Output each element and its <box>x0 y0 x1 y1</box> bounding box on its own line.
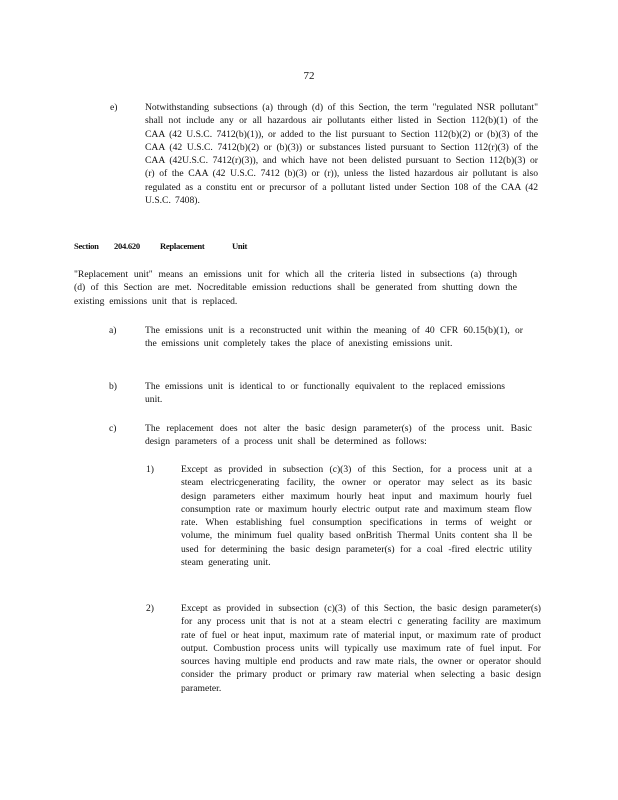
item-e-label: e) <box>110 102 118 113</box>
page-number: 72 <box>303 70 315 82</box>
section-title-word1: Replacement <box>160 241 205 251</box>
section-number: 204.620 <box>114 241 140 251</box>
section-label: Section <box>74 241 99 251</box>
definition-paragraph: "Replacement unit" means an emissions unit for which all the criteria listed in subsections (a) through (d) of this Section are met. Nocreditable emission reductions shall be generated from shutting down the existing emissions unit that is replaced. <box>74 269 517 307</box>
item-a-text: The emissions unit is a reconstructed unit within the meaning of 40 CFR 60.15(b)(1), or the emissions unit completely takes the place of anexisting emissions unit. <box>145 325 523 350</box>
sub-1-label: 1) <box>146 464 154 475</box>
item-c-text: The replacement does not alter the basic design parameter(s) of the process unit. Basic design parameters of a process unit shall be determined as follows: <box>145 423 532 448</box>
item-a-label: a) <box>109 325 117 336</box>
item-c-label: c) <box>109 423 117 434</box>
item-e-text: Notwithstanding subsections (a) through (d) of this Section, the term "regulated NSR pollutant" shall not include any or all hazardous air pollutants either listed in Section 112(b)(1) of the CAA (42 U.S.C. 7412(b)(1)), or added to the list pursuant to Section 112(b)(2) or (b)(3) of the CAA (42 U.S.C. 7412(b)(2) or (b)(3)) or substances listed pursuant to Section 112(r)(3) of the CAA (42U.S.C. 7412(r)(3)), and which have not been delisted pursuant to Section 112(b)(3) or (r) of the CAA (42 U.S.C. 7412 (b)(3) or (r)), unless the listed hazardous air pollutant is also regulated as a constitu ent or precursor of a pollutant listed under Section 108 of the CAA (42 U.S.C. 7408). <box>145 102 538 207</box>
item-b-label: b) <box>109 381 117 392</box>
sub-2-text: Except as provided in subsection (c)(3) of this Section, the basic design parameter(s) for any process unit that is not at a steam electri c generating facility are maximum rate of fuel or heat input, maximum rate of material input, or maximum rate of product output. Combustion process units will typically use maximum rate of fuel input. For sources having multiple end products and raw mate rials, the owner or operator should consider the primary product or primary raw material when selecting a basic design parameter. <box>181 603 541 694</box>
sub-1-text: Except as provided in subsection (c)(3) of this Section, for a process unit at a steam electricgenerating facility, the owner or operator may select as its basic design parameters either maximum hourly heat input and maximum hourly fuel consumption rate or maximum hourly electric output rate and maximum steam flow rate. When establishing fuel consumption specifications in terms of weight or volume, the minimum fuel quality based onBritish Thermal Units content sha ll be used for determining the basic design parameter(s) for a coal -fired electric utility steam generating unit. <box>181 464 532 569</box>
sub-2-label: 2) <box>146 603 154 614</box>
item-b-text: The emissions unit is identical to or functionally equivalent to the replaced emissions unit. <box>145 381 505 406</box>
section-title-word2: Unit <box>232 241 248 251</box>
section-heading <box>74 241 247 251</box>
